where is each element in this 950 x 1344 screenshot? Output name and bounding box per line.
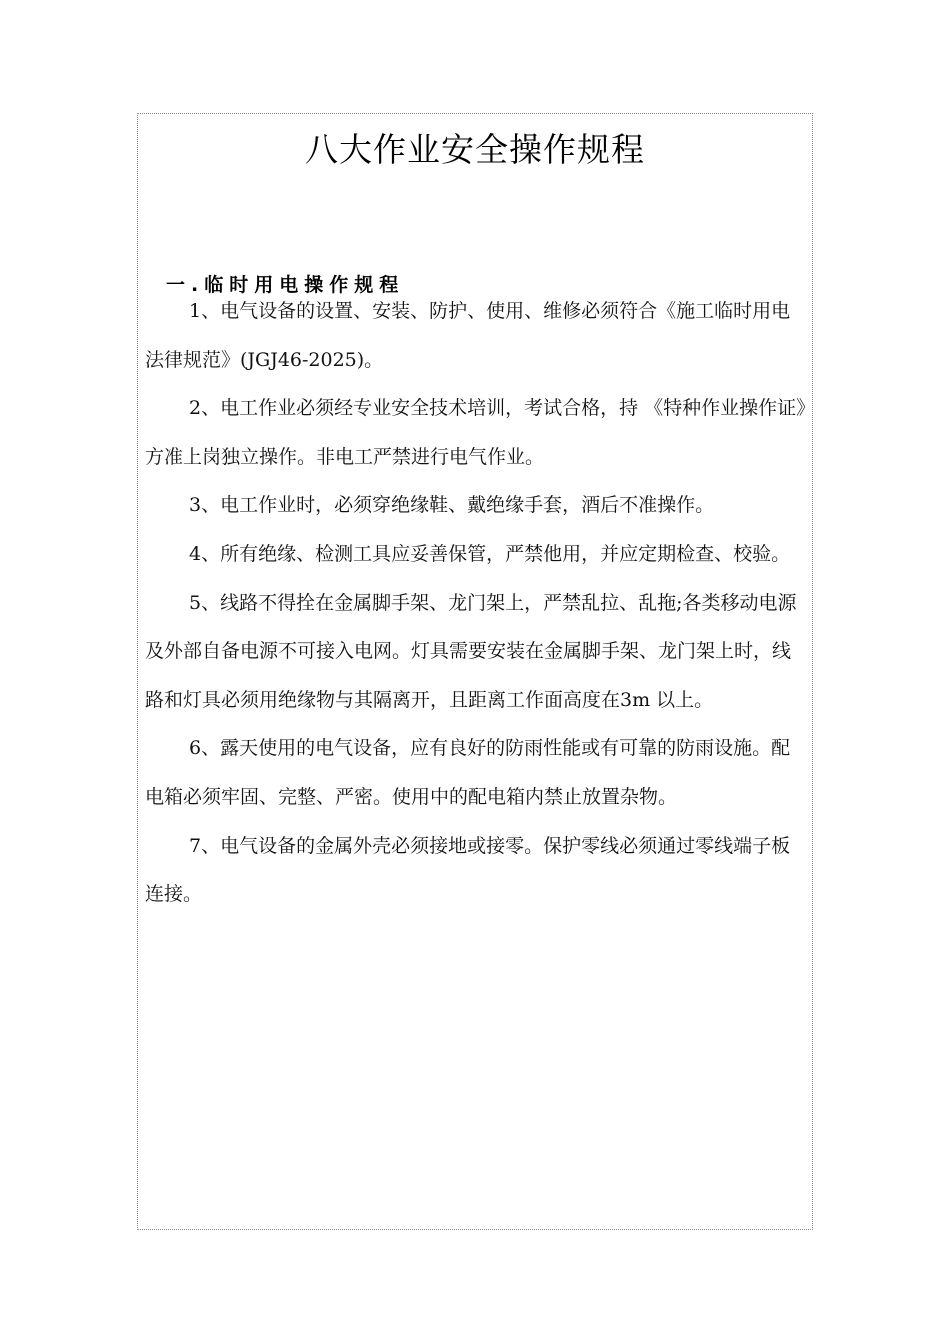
paragraph-2: 2、电工作业必须经专业安全技术培训，考试合格，持 《特种作业操作证》方准上岗独立操作。非电工严禁进行电气作业。 (145, 397, 806, 468)
section-heading: 一.临时用电操作规程 (166, 274, 405, 296)
paragraph-7: 7、电气设备的金属外壳必须接地或接零。保护零线必须通过零线端子板连接。 (145, 834, 791, 906)
section-body (145, 287, 807, 919)
document-title: 八大作业安全操作规程 (305, 130, 645, 169)
paragraph-6: 6、露天使用的电气设备，应有良好的防雨性能或有可靠的防雨设施。配电箱必须牢固、完整、严密。使用中的配电箱内禁止放置杂物。 (145, 737, 791, 808)
paragraph-5: 5、线路不得拴在金属脚手架、龙门架上，严禁乱拉、乱拖;各类移动电源及外部自备电源不可接入电网。灯具需要安装在金属脚手架、龙门架上时，线路和灯具必须用绝缘物与其隔离开，且距离工作面高度在3m 以上。 (145, 591, 797, 711)
paragraph-3: 3、电工作业时，必须穿绝缘鞋、戴绝缘手套，酒后不准操作。 (189, 494, 715, 517)
paragraph-4: 4、所有绝缘、检测工具应妥善保管，严禁他用，并应定期检查、校验。 (189, 542, 791, 565)
paragraph-1: 1、电气设备的设置、安装、防护、使用、维修必须符合《施工临时用电法律规范》(JGJ46-2025)。 (145, 300, 791, 371)
